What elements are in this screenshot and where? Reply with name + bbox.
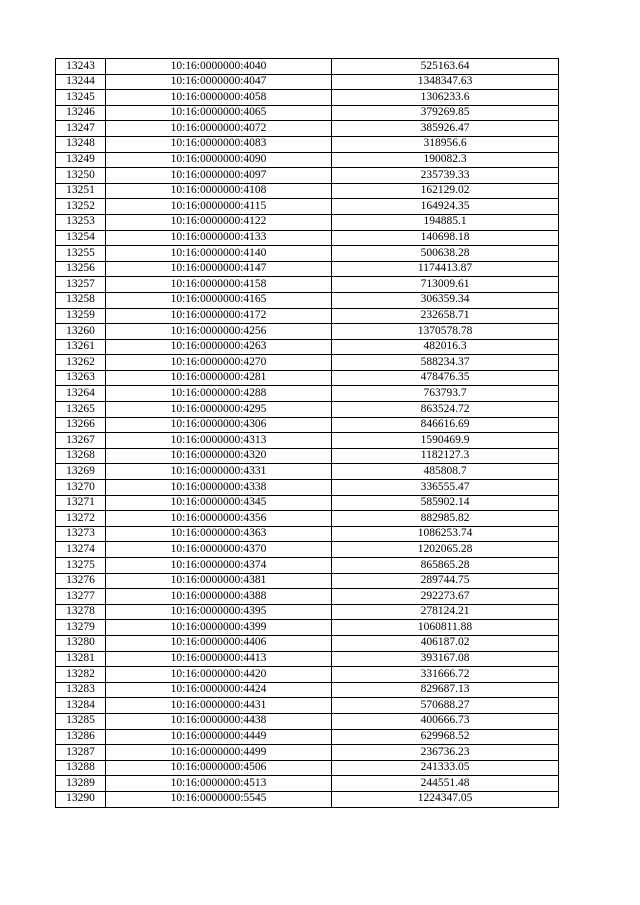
- table-row: [56, 589, 559, 605]
- table-row: [56, 339, 559, 355]
- row-number-cell: 13256: [56, 261, 106, 277]
- cadastral-number-cell: 10:16:0000000:4165: [106, 292, 332, 308]
- row-number-cell: 13287: [56, 745, 106, 761]
- table-row: [56, 448, 559, 464]
- row-number-cell: 13276: [56, 573, 106, 589]
- value-cell: 318956.6: [332, 136, 559, 152]
- row-number-cell: 13245: [56, 90, 106, 106]
- cadastral-number-cell: 10:16:0000000:4331: [106, 464, 332, 480]
- value-cell: 1174413.87: [332, 261, 559, 277]
- row-number-cell: 13275: [56, 558, 106, 574]
- value-cell: 1370578.78: [332, 324, 559, 340]
- value-cell: 629968.52: [332, 729, 559, 745]
- cadastral-number-cell: 10:16:0000000:4090: [106, 152, 332, 168]
- value-cell: 190082.3: [332, 152, 559, 168]
- cadastral-number-cell: 10:16:0000000:4122: [106, 214, 332, 230]
- value-cell: 478476.35: [332, 370, 559, 386]
- row-number-cell: 13269: [56, 464, 106, 480]
- table-row: [56, 121, 559, 137]
- value-cell: 278124.21: [332, 604, 559, 620]
- cadastral-number-cell: 10:16:0000000:4499: [106, 745, 332, 761]
- table-row: [56, 480, 559, 496]
- cadastral-number-cell: 10:16:0000000:4058: [106, 90, 332, 106]
- cadastral-number-cell: 10:16:0000000:4420: [106, 667, 332, 683]
- value-cell: 385926.47: [332, 121, 559, 137]
- row-number-cell: 13251: [56, 183, 106, 199]
- table-row: [56, 573, 559, 589]
- value-cell: 525163.64: [332, 59, 559, 75]
- cadastral-number-cell: 10:16:0000000:4288: [106, 386, 332, 402]
- cadastral-number-cell: 10:16:0000000:4256: [106, 324, 332, 340]
- cadastral-number-cell: 10:16:0000000:4072: [106, 121, 332, 137]
- table-row: [56, 698, 559, 714]
- table-row: [56, 682, 559, 698]
- value-cell: 763793.7: [332, 386, 559, 402]
- value-cell: 1348347.63: [332, 74, 559, 90]
- cadastral-number-cell: 10:16:0000000:4083: [106, 136, 332, 152]
- table-row: [56, 745, 559, 761]
- cadastral-number-cell: 10:16:0000000:4108: [106, 183, 332, 199]
- table-row: [56, 526, 559, 542]
- row-number-cell: 13282: [56, 667, 106, 683]
- value-cell: 140698.18: [332, 230, 559, 246]
- table-body: [56, 59, 559, 808]
- cadastral-number-cell: 10:16:0000000:4172: [106, 308, 332, 324]
- cadastral-number-cell: 10:16:0000000:4506: [106, 760, 332, 776]
- table-row: [56, 355, 559, 371]
- cadastral-number-cell: 10:16:0000000:4345: [106, 495, 332, 511]
- cadastral-number-cell: 10:16:0000000:4295: [106, 402, 332, 418]
- cadastral-number-cell: 10:16:0000000:4413: [106, 651, 332, 667]
- table-row: [56, 183, 559, 199]
- table-row: [56, 791, 559, 807]
- value-cell: 482016.3: [332, 339, 559, 355]
- value-cell: 1202065.28: [332, 542, 559, 558]
- table-row: [56, 74, 559, 90]
- row-number-cell: 13261: [56, 339, 106, 355]
- value-cell: 570688.27: [332, 698, 559, 714]
- cadastral-number-cell: 10:16:0000000:4263: [106, 339, 332, 355]
- value-cell: 244551.48: [332, 776, 559, 792]
- row-number-cell: 13288: [56, 760, 106, 776]
- row-number-cell: 13262: [56, 355, 106, 371]
- value-cell: 232658.71: [332, 308, 559, 324]
- row-number-cell: 13265: [56, 402, 106, 418]
- row-number-cell: 13279: [56, 620, 106, 636]
- table-row: [56, 59, 559, 75]
- row-number-cell: 13289: [56, 776, 106, 792]
- row-number-cell: 13268: [56, 448, 106, 464]
- cadastral-number-cell: 10:16:0000000:4040: [106, 59, 332, 75]
- table-row: [56, 90, 559, 106]
- cadastral-number-cell: 10:16:0000000:4140: [106, 246, 332, 262]
- table-row: [56, 651, 559, 667]
- value-cell: 1086253.74: [332, 526, 559, 542]
- cadastral-number-cell: 10:16:0000000:4424: [106, 682, 332, 698]
- cadastral-number-cell: 10:16:0000000:4313: [106, 433, 332, 449]
- value-cell: 241333.05: [332, 760, 559, 776]
- cadastral-value-table: [55, 58, 559, 808]
- row-number-cell: 13259: [56, 308, 106, 324]
- cadastral-number-cell: 10:16:0000000:4158: [106, 277, 332, 293]
- value-cell: 1306233.6: [332, 90, 559, 106]
- cadastral-number-cell: 10:16:0000000:4513: [106, 776, 332, 792]
- value-cell: 235739.33: [332, 168, 559, 184]
- row-number-cell: 13278: [56, 604, 106, 620]
- row-number-cell: 13257: [56, 277, 106, 293]
- table-row: [56, 542, 559, 558]
- cadastral-number-cell: 10:16:0000000:4047: [106, 74, 332, 90]
- row-number-cell: 13285: [56, 713, 106, 729]
- value-cell: 1224347.05: [332, 791, 559, 807]
- row-number-cell: 13253: [56, 214, 106, 230]
- cadastral-number-cell: 10:16:0000000:4147: [106, 261, 332, 277]
- value-cell: 164924.35: [332, 199, 559, 215]
- row-number-cell: 13258: [56, 292, 106, 308]
- table-row: [56, 292, 559, 308]
- value-cell: 406187.02: [332, 635, 559, 651]
- value-cell: 236736.23: [332, 745, 559, 761]
- cadastral-number-cell: 10:16:0000000:4115: [106, 199, 332, 215]
- row-number-cell: 13252: [56, 199, 106, 215]
- value-cell: 882985.82: [332, 511, 559, 527]
- value-cell: 585902.14: [332, 495, 559, 511]
- value-cell: 194885.1: [332, 214, 559, 230]
- cadastral-number-cell: 10:16:0000000:4381: [106, 573, 332, 589]
- row-number-cell: 13284: [56, 698, 106, 714]
- table-row: [56, 324, 559, 340]
- cadastral-number-cell: 10:16:0000000:4065: [106, 105, 332, 121]
- table-row: [56, 464, 559, 480]
- cadastral-number-cell: 10:16:0000000:4438: [106, 713, 332, 729]
- cadastral-number-cell: 10:16:0000000:4281: [106, 370, 332, 386]
- table-row: [56, 776, 559, 792]
- row-number-cell: 13290: [56, 791, 106, 807]
- row-number-cell: 13267: [56, 433, 106, 449]
- row-number-cell: 13274: [56, 542, 106, 558]
- row-number-cell: 13249: [56, 152, 106, 168]
- cadastral-number-cell: 10:16:0000000:4320: [106, 448, 332, 464]
- row-number-cell: 13281: [56, 651, 106, 667]
- table-row: [56, 230, 559, 246]
- value-cell: 162129.02: [332, 183, 559, 199]
- cadastral-number-cell: 10:16:0000000:4395: [106, 604, 332, 620]
- table-row: [56, 511, 559, 527]
- row-number-cell: 13255: [56, 246, 106, 262]
- cadastral-number-cell: 10:16:0000000:4449: [106, 729, 332, 745]
- table-row: [56, 136, 559, 152]
- row-number-cell: 13246: [56, 105, 106, 121]
- value-cell: 1182127.3: [332, 448, 559, 464]
- table-row: [56, 729, 559, 745]
- table-row: [56, 433, 559, 449]
- table-row: [56, 199, 559, 215]
- value-cell: 336555.47: [332, 480, 559, 496]
- table-row: [56, 261, 559, 277]
- value-cell: 485808.7: [332, 464, 559, 480]
- row-number-cell: 13277: [56, 589, 106, 605]
- cadastral-number-cell: 10:16:0000000:4097: [106, 168, 332, 184]
- value-cell: 292273.67: [332, 589, 559, 605]
- row-number-cell: 13270: [56, 480, 106, 496]
- value-cell: 846616.69: [332, 417, 559, 433]
- table-row: [56, 370, 559, 386]
- value-cell: 331666.72: [332, 667, 559, 683]
- cadastral-number-cell: 10:16:0000000:4399: [106, 620, 332, 636]
- cadastral-number-cell: 10:16:0000000:4370: [106, 542, 332, 558]
- row-number-cell: 13266: [56, 417, 106, 433]
- value-cell: 713009.61: [332, 277, 559, 293]
- cadastral-number-cell: 10:16:0000000:5545: [106, 791, 332, 807]
- table-row: [56, 713, 559, 729]
- value-cell: 306359.34: [332, 292, 559, 308]
- cadastral-number-cell: 10:16:0000000:4363: [106, 526, 332, 542]
- cadastral-number-cell: 10:16:0000000:4338: [106, 480, 332, 496]
- table-row: [56, 667, 559, 683]
- table-row: [56, 168, 559, 184]
- value-cell: 500638.28: [332, 246, 559, 262]
- row-number-cell: 13250: [56, 168, 106, 184]
- value-cell: 1060811.88: [332, 620, 559, 636]
- cadastral-number-cell: 10:16:0000000:4431: [106, 698, 332, 714]
- table-row: [56, 308, 559, 324]
- row-number-cell: 13247: [56, 121, 106, 137]
- row-number-cell: 13286: [56, 729, 106, 745]
- table-row: [56, 417, 559, 433]
- row-number-cell: 13254: [56, 230, 106, 246]
- table-row: [56, 214, 559, 230]
- table-row: [56, 760, 559, 776]
- row-number-cell: 13283: [56, 682, 106, 698]
- table-row: [56, 152, 559, 168]
- value-cell: 289744.75: [332, 573, 559, 589]
- row-number-cell: 13271: [56, 495, 106, 511]
- value-cell: 865865.28: [332, 558, 559, 574]
- cadastral-number-cell: 10:16:0000000:4388: [106, 589, 332, 605]
- table-row: [56, 402, 559, 418]
- row-number-cell: 13248: [56, 136, 106, 152]
- table-row: [56, 246, 559, 262]
- value-cell: 829687.13: [332, 682, 559, 698]
- table-row: [56, 105, 559, 121]
- cadastral-number-cell: 10:16:0000000:4406: [106, 635, 332, 651]
- cadastral-number-cell: 10:16:0000000:4356: [106, 511, 332, 527]
- row-number-cell: 13272: [56, 511, 106, 527]
- table-row: [56, 635, 559, 651]
- value-cell: 588234.37: [332, 355, 559, 371]
- cadastral-number-cell: 10:16:0000000:4270: [106, 355, 332, 371]
- table-row: [56, 277, 559, 293]
- value-cell: 393167.08: [332, 651, 559, 667]
- value-cell: 379269.85: [332, 105, 559, 121]
- table-row: [56, 495, 559, 511]
- row-number-cell: 13264: [56, 386, 106, 402]
- value-cell: 863524.72: [332, 402, 559, 418]
- cadastral-number-cell: 10:16:0000000:4374: [106, 558, 332, 574]
- table-row: [56, 620, 559, 636]
- table-row: [56, 386, 559, 402]
- value-cell: 400666.73: [332, 713, 559, 729]
- row-number-cell: 13243: [56, 59, 106, 75]
- value-cell: 1590469.9: [332, 433, 559, 449]
- row-number-cell: 13273: [56, 526, 106, 542]
- table-row: [56, 604, 559, 620]
- cadastral-number-cell: 10:16:0000000:4133: [106, 230, 332, 246]
- table-row: [56, 558, 559, 574]
- row-number-cell: 13260: [56, 324, 106, 340]
- row-number-cell: 13263: [56, 370, 106, 386]
- row-number-cell: 13280: [56, 635, 106, 651]
- row-number-cell: 13244: [56, 74, 106, 90]
- cadastral-number-cell: 10:16:0000000:4306: [106, 417, 332, 433]
